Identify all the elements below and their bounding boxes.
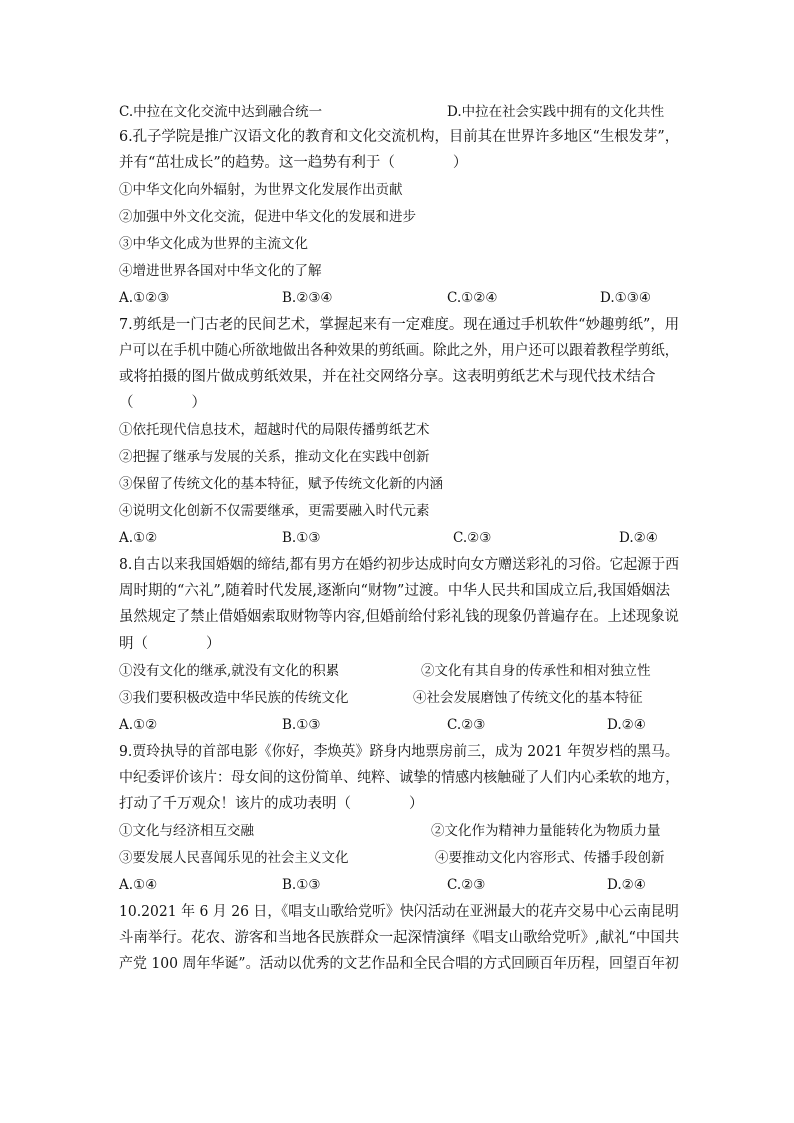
q9-statement-2: ②文化作为精神力量能转化为物质力量	[431, 823, 661, 839]
q6-option-b: B.②③④	[282, 290, 333, 306]
q5-options-row	[119, 102, 679, 122]
q8-options-row	[119, 715, 679, 735]
q6-option-c: C.①②④	[447, 290, 498, 306]
q6-statement-1: ①中华文化向外辐射，为世界文化发展作出贡献	[119, 182, 403, 198]
q6-statement-2: ②加强中外文化交流，促进中华文化的发展和进步	[119, 209, 416, 225]
q7-option-a: A.①②	[119, 530, 158, 546]
q10-stem-line3: 产党 100 周年华诞”。活动以优秀的文艺作品和全民合唱的方式回顾百年历程，回望百年初	[119, 956, 679, 972]
q7-stem-line1: 7.剪纸是一门古老的民间艺术，掌握起来有一定难度。现在通过手机软件“妙趣剪纸”，用	[119, 317, 680, 333]
q9-option-a: A.①④	[119, 877, 158, 893]
q6-options-row	[119, 288, 679, 308]
q6-option-d: D.①③④	[600, 290, 651, 306]
q7-stem-line3: 或将拍摄的图片做成剪纸效果，并在社交网络分享。这表明剪纸艺术与现代技术结合	[119, 369, 656, 385]
q7-statement-4: ④说明文化创新不仅需要继承，更需要融入时代元素	[119, 503, 430, 519]
q7-option-c: C.②③	[453, 530, 492, 546]
q7-option-d: D.②④	[619, 530, 658, 546]
q8-statement-2: ②文化有其自身的传承性和相对独立性	[421, 663, 651, 679]
q9-option-c: C.②③	[447, 877, 486, 893]
q8-statements-row-1	[119, 661, 679, 681]
q5-option-c: C.中拉在文化交流中达到融合统一	[119, 104, 323, 120]
q9-stem-line2: 中纪委评价该片：母女间的这份简单、纯粹、诚挚的情感内核触碰了人们内心柔软的地方，	[119, 770, 680, 786]
q9-statement-3: ③要发展人民喜闻乐见的社会主义文化	[119, 850, 349, 866]
q5-option-d: D.中拉在社会实践中拥有的文化共性	[447, 104, 665, 120]
q10-stem-line1: 10.2021 年 6 月 26 日，《唱支山歌给党听》快闪活动在亚洲最大的花卉交易中心云南昆明	[119, 904, 679, 920]
q10-stem-line2: 斗南举行。花农、游客和当地各民族群众一起深情演绎《唱支山歌给党听》,献礼“中国共	[119, 930, 680, 946]
q7-statement-1: ①依托现代信息技术，超越时代的局限传播剪纸艺术	[119, 422, 430, 438]
q8-statement-1: ①没有文化的继承,就没有文化的积累	[119, 663, 340, 679]
q8-statements-row-2	[119, 688, 679, 708]
q8-statement-4: ④社会发展磨蚀了传统文化的基本特征	[413, 690, 643, 706]
q6-option-a: A.①②③	[119, 290, 170, 306]
q9-statement-1: ①文化与经济相互交融	[119, 823, 254, 839]
q8-option-a: A.①②	[119, 717, 158, 733]
q6-statement-3: ③中华文化成为世界的主流文化	[119, 236, 308, 252]
q9-statements-row-1	[119, 821, 679, 841]
q9-option-d: D.②④	[607, 877, 646, 893]
q9-statement-4: ④要推动文化内容形式、传播手段创新	[435, 850, 665, 866]
q9-option-b: B.①③	[282, 877, 321, 893]
q9-stem-line1: 9.贾玲执导的首部电影《你好，李焕英》跻身内地票房前三，成为 2021 年贺岁档的黑马。	[119, 744, 679, 760]
q8-stem-line4: 明（ ）	[119, 636, 221, 652]
q8-stem-line1: 8.自古以来我国婚姻的缔结,都有男方在婚约初步达成时向女方赠送彩礼的习俗。它起源于西	[119, 557, 680, 573]
q7-option-b: B.①③	[282, 530, 321, 546]
q6-stem-line1: 6.孔子学院是推广汉语文化的教育和文化交流机构，目前其在世界许多地区“生根发芽”，	[119, 129, 680, 145]
q6-statement-4: ④增进世界各国对中华文化的了解	[119, 263, 322, 279]
q9-statements-row-2	[119, 848, 679, 868]
q8-option-d: D.②④	[607, 717, 646, 733]
q8-statement-3: ③我们要积极改造中华民族的传统文化	[119, 690, 349, 706]
q7-options-row	[119, 528, 679, 548]
q7-statement-2: ②把握了继承与发展的关系，推动文化在实践中创新	[119, 449, 430, 465]
q8-option-c: C.②③	[447, 717, 486, 733]
q7-statement-3: ③保留了传统文化的基本特征，赋予传统文化新的内涵	[119, 476, 443, 492]
q9-stem-line3: 打动了千万观众！该片的成功表明（ ）	[119, 796, 424, 812]
q8-stem-line2: 周时期的“六礼”,随着时代发展,逐渐向“财物”过渡。中华人民共和国成立后,我国婚姻法	[119, 583, 670, 599]
q6-stem-line2: 并有“茁壮成长”的趋势。这一趋势有利于（ ）	[119, 155, 468, 171]
q8-option-b: B.①③	[282, 717, 321, 733]
q8-stem-line3: 虽然规定了禁止借婚姻索取财物等内容,但婚前给付彩礼钱的现象仍普遍存在。上述现象说	[119, 609, 679, 625]
q7-stem-line2: 户可以在手机中随心所欲地做出各种效果的剪纸画。除此之外，用户还可以跟着教程学剪纸，	[119, 343, 679, 359]
q7-stem-line4: （ ）	[119, 395, 206, 411]
q9-options-row	[119, 875, 679, 895]
